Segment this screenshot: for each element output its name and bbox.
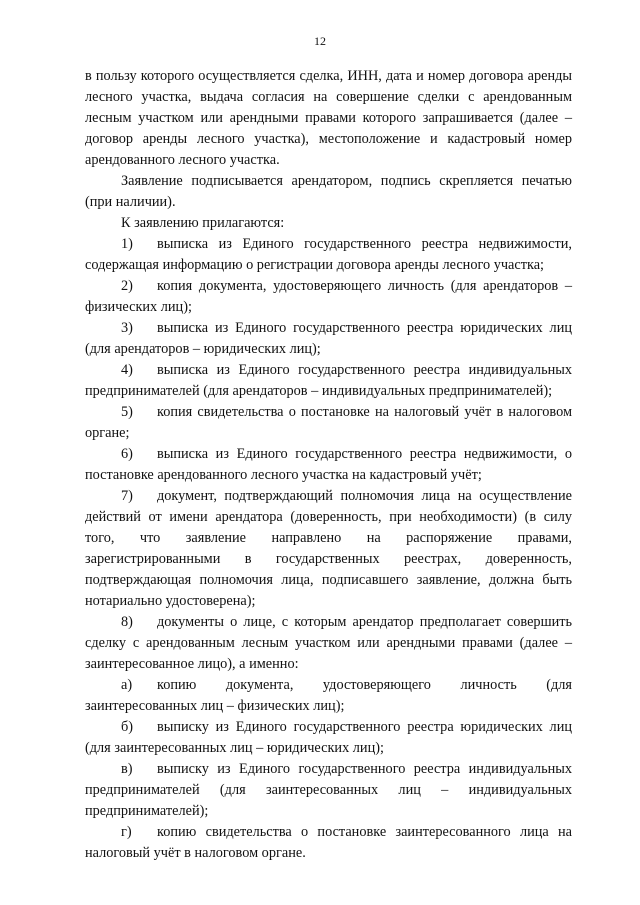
list-item-text: документ, подтверждающий полномочия лица на осуществление действий от имени арендатора (доверенность, при необходимости) (в силу того, что заявление направлено на распоряжение правами, зарегистрированными в государственных реестрах, доверенность, подтверждающая полномочия лица, подписавшего заявление, должна быть нотариально удостоверена); xyxy=(85,488,572,609)
list-item-marker: 3) xyxy=(121,320,133,336)
list-item-marker: 5) xyxy=(121,404,133,420)
list-item-text: копию свидетельства о постановке заинтересованного лица на налоговый учёт в налоговом органе. xyxy=(85,824,572,861)
list-item-text: выписку из Единого государственного реестра юридических лиц (для заинтересованных лиц – юридических лиц); xyxy=(85,719,572,756)
list-item-marker: г) xyxy=(121,824,132,840)
list-item-marker: 7) xyxy=(121,488,133,504)
list-item xyxy=(85,759,572,822)
paragraph-signature: Заявление подписывается арендатором, подпись скрепляется печатью (при наличии). xyxy=(85,173,572,210)
attachments-list xyxy=(85,234,572,864)
list-item-text: копия документа, удостоверяющего личность (для арендаторов – физических лиц); xyxy=(85,278,572,315)
list-item xyxy=(85,234,572,276)
list-item-text: выписка из Единого государственного реестра недвижимости, о постановке арендованного лесного участка на кадастровый учёт; xyxy=(85,446,572,483)
list-item xyxy=(85,276,572,318)
list-item-marker: б) xyxy=(121,719,134,735)
list-item-marker: а) xyxy=(121,677,133,693)
list-item xyxy=(85,612,572,675)
list-item-text: копия свидетельства о постановке на налоговый учёт в налоговом органе; xyxy=(85,404,572,441)
list-item xyxy=(85,360,572,402)
list-item-text: выписка из Единого государственного реестра недвижимости, содержащая информацию о регистрации договора аренды лесного участка; xyxy=(85,236,572,273)
list-item xyxy=(85,675,572,717)
paragraph-attachments-intro: К заявлению прилагаются: xyxy=(121,215,285,231)
document-body xyxy=(85,66,572,864)
list-item-marker: в) xyxy=(121,761,133,777)
list-item xyxy=(85,402,572,444)
list-item-text: выписку из Единого государственного реестра индивидуальных предпринимателей (для заинтересованных лиц – индивидуальных предпринимателей); xyxy=(85,761,572,819)
paragraph-continuation: в пользу которого осуществляется сделка, ИНН, дата и номер договора аренды лесного участка, выдача согласия на совершение сделки с арендованным лесным участком или арендными правами которого запрашивается (далее – договор аренды лесного участка), местоположение и кадастровый номер арендованного лесного участка. xyxy=(85,68,572,168)
list-item-text: документы о лице, с которым арендатор предполагает совершить сделку с арендованным лесным участком или арендными правами (далее – заинтересованное лицо), а именно: xyxy=(85,614,572,672)
list-item xyxy=(85,717,572,759)
list-item xyxy=(85,822,572,864)
list-item-marker: 4) xyxy=(121,362,133,378)
list-item-marker: 1) xyxy=(121,236,133,252)
list-item-marker: 6) xyxy=(121,446,133,462)
list-item xyxy=(85,318,572,360)
list-item-marker: 2) xyxy=(121,278,133,294)
list-item-text: выписка из Единого государственного реестра индивидуальных предпринимателей (для арендаторов – индивидуальных предпринимателей); xyxy=(85,362,572,399)
list-item-text: выписка из Единого государственного реестра юридических лиц (для арендаторов – юридических лиц); xyxy=(85,320,572,357)
list-item-marker: 8) xyxy=(121,614,133,630)
list-item-text: копию документа, удостоверяющего личность (для заинтересованных лиц – физических лиц); xyxy=(85,677,572,714)
page-number: 12 xyxy=(314,34,326,48)
list-item xyxy=(85,444,572,486)
list-item xyxy=(85,486,572,612)
